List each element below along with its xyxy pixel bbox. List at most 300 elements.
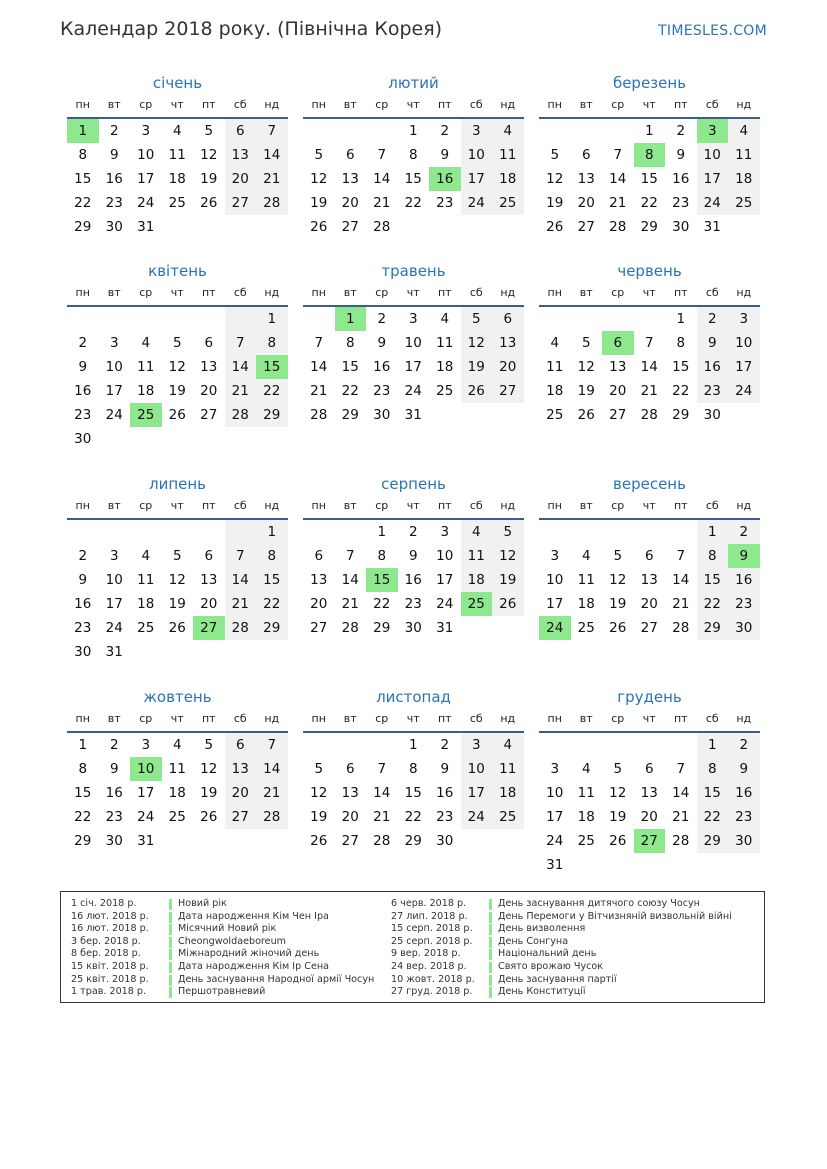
day-cell: 28 xyxy=(256,191,288,215)
site-brand-link[interactable]: TIMESLES.COM xyxy=(658,23,767,39)
day-cell: 5 xyxy=(204,737,214,753)
day-cell: 17 xyxy=(436,572,454,588)
day-cell: 8 xyxy=(676,335,686,351)
day-cell: 22 xyxy=(697,592,729,616)
weekday-label: пт xyxy=(673,712,688,725)
weekday-label: чт xyxy=(642,712,656,725)
weekday-label: пн xyxy=(75,98,90,111)
empty-day-cell xyxy=(99,307,131,331)
day-cell: 7 xyxy=(256,733,288,757)
holiday-day-cell: 1 xyxy=(67,119,99,143)
holiday-date: 10 жовт. 2018 р. xyxy=(391,973,475,985)
month-name: липень xyxy=(148,475,207,493)
month-9 xyxy=(539,471,760,640)
weekday-label: пт xyxy=(201,499,216,512)
day-cell: 22 xyxy=(256,592,288,616)
day-cell: 22 xyxy=(404,195,422,211)
day-cell: 30 xyxy=(728,829,760,853)
empty-day-cell xyxy=(67,520,99,544)
day-cell: 11 xyxy=(577,785,595,801)
weekday-label: нд xyxy=(264,712,280,725)
weekday-label: ср xyxy=(611,712,625,725)
empty-day-cell xyxy=(162,427,194,451)
day-cell: 17 xyxy=(728,355,760,379)
day-cell: 12 xyxy=(461,331,493,355)
holiday-marker xyxy=(169,924,172,935)
day-cell: 2 xyxy=(109,123,119,139)
day-cell: 21 xyxy=(341,596,359,612)
day-cell: 14 xyxy=(373,785,391,801)
day-cell: 7 xyxy=(644,335,654,351)
day-cell: 28 xyxy=(609,219,627,235)
empty-day-cell xyxy=(398,215,430,239)
empty-day-cell xyxy=(539,733,571,757)
day-cell: 14 xyxy=(640,359,658,375)
day-cell: 6 xyxy=(225,733,257,757)
day-cell: 29 xyxy=(697,616,729,640)
day-cell: 28 xyxy=(672,833,690,849)
holiday-row xyxy=(71,911,374,924)
empty-day-cell xyxy=(571,119,603,143)
empty-day-cell xyxy=(130,427,162,451)
day-cell: 7 xyxy=(225,544,257,568)
day-cell: 26 xyxy=(577,407,595,423)
day-cell: 8 xyxy=(345,335,355,351)
day-cell: 18 xyxy=(461,568,493,592)
day-cell: 14 xyxy=(672,785,690,801)
empty-day-cell xyxy=(539,119,571,143)
day-grid xyxy=(67,733,288,853)
month-6 xyxy=(539,258,760,427)
day-cell: 21 xyxy=(609,195,627,211)
weekday-label: чт xyxy=(406,712,420,725)
day-cell: 4 xyxy=(492,733,524,757)
day-cell: 10 xyxy=(546,572,564,588)
day-cell: 25 xyxy=(492,191,524,215)
day-cell: 23 xyxy=(373,383,391,399)
day-cell: 25 xyxy=(728,191,760,215)
weekday-label: вт xyxy=(343,98,357,111)
day-cell: 20 xyxy=(640,809,658,825)
holiday-row xyxy=(391,948,732,961)
day-cell: 5 xyxy=(550,147,560,163)
holiday-row xyxy=(391,911,732,924)
empty-day-cell xyxy=(728,403,760,427)
day-cell: 2 xyxy=(440,737,450,753)
day-cell: 17 xyxy=(105,383,123,399)
holiday-name: День заснування дитячого союзу Чосун xyxy=(498,898,700,909)
holiday-row xyxy=(71,948,374,961)
day-cell: 28 xyxy=(341,620,359,636)
day-cell: 3 xyxy=(141,737,151,753)
day-cell: 31 xyxy=(137,219,155,235)
day-grid xyxy=(303,520,524,640)
holiday-name: День заснування партії xyxy=(498,973,617,985)
day-cell: 15 xyxy=(256,568,288,592)
weekday-label: пн xyxy=(547,98,562,111)
empty-day-cell xyxy=(461,829,493,853)
day-cell: 12 xyxy=(310,171,328,187)
day-cell: 27 xyxy=(577,219,595,235)
weekday-label: ср xyxy=(375,499,389,512)
day-cell: 19 xyxy=(168,383,186,399)
day-cell: 7 xyxy=(676,548,686,564)
day-cell: 27 xyxy=(609,407,627,423)
holiday-marker xyxy=(489,987,492,998)
holiday-date: 16 лют. 2018 р. xyxy=(71,910,149,922)
day-cell: 15 xyxy=(672,359,690,375)
holiday-day-cell: 25 xyxy=(130,403,162,427)
day-cell: 5 xyxy=(581,335,591,351)
day-cell: 8 xyxy=(697,757,729,781)
day-cell: 1 xyxy=(697,520,729,544)
holiday-marker xyxy=(169,912,172,923)
month-name: березень xyxy=(612,74,687,92)
weekday-header xyxy=(67,710,288,728)
day-cell: 4 xyxy=(172,123,182,139)
day-cell: 10 xyxy=(461,143,493,167)
weekday-label: пт xyxy=(673,98,688,111)
holiday-name: Свято врожаю Чусок xyxy=(498,960,604,972)
day-cell: 12 xyxy=(609,785,627,801)
day-cell: 11 xyxy=(492,757,524,781)
weekday-label: пн xyxy=(311,499,326,512)
day-cell: 6 xyxy=(225,119,257,143)
day-cell: 24 xyxy=(546,833,564,849)
day-cell: 22 xyxy=(404,809,422,825)
weekday-label: пт xyxy=(673,286,688,299)
day-cell: 10 xyxy=(728,331,760,355)
day-cell: 12 xyxy=(200,147,218,163)
day-grid xyxy=(539,520,760,640)
weekday-header xyxy=(303,96,524,114)
day-cell: 27 xyxy=(341,833,359,849)
weekday-header xyxy=(303,497,524,515)
holiday-row xyxy=(71,898,374,911)
holiday-day-cell: 8 xyxy=(634,143,666,167)
holiday-row xyxy=(391,986,732,999)
holiday-date: 9 вер. 2018 р. xyxy=(391,948,461,960)
day-cell: 30 xyxy=(728,616,760,640)
day-cell: 11 xyxy=(728,143,760,167)
weekday-label: вт xyxy=(343,712,357,725)
empty-day-cell xyxy=(193,215,225,239)
holiday-name: Дата народження Кім Чен Іра xyxy=(178,910,329,922)
day-cell: 10 xyxy=(436,548,454,564)
empty-day-cell xyxy=(99,520,131,544)
month-name: травень xyxy=(381,262,446,280)
holiday-row xyxy=(71,961,374,974)
weekday-label: сб xyxy=(469,712,483,725)
day-cell: 21 xyxy=(225,379,257,403)
weekday-label: ср xyxy=(611,286,625,299)
day-cell: 21 xyxy=(640,383,658,399)
empty-day-cell xyxy=(492,616,524,640)
empty-day-cell xyxy=(162,307,194,331)
weekday-label: сб xyxy=(705,499,719,512)
month-name: листопад xyxy=(376,688,451,706)
day-cell: 24 xyxy=(697,191,729,215)
month-12 xyxy=(539,684,760,877)
holiday-marker xyxy=(489,912,492,923)
day-cell: 9 xyxy=(377,335,387,351)
holiday-name: Міжнародний жіночий день xyxy=(178,948,320,960)
weekday-label: нд xyxy=(264,98,280,111)
day-cell: 18 xyxy=(492,167,524,191)
day-cell: 9 xyxy=(440,761,450,777)
day-cell: 31 xyxy=(137,833,155,849)
holiday-date: 25 квіт. 2018 р. xyxy=(71,973,149,985)
holiday-marker xyxy=(169,975,172,986)
weekday-label: вт xyxy=(579,286,593,299)
weekday-label: пт xyxy=(437,712,452,725)
day-cell: 24 xyxy=(105,407,123,423)
day-cell: 13 xyxy=(225,143,257,167)
empty-day-cell xyxy=(492,403,524,427)
day-cell: 11 xyxy=(546,359,564,375)
day-cell: 14 xyxy=(256,143,288,167)
empty-day-cell xyxy=(571,520,603,544)
day-cell: 19 xyxy=(200,785,218,801)
day-cell: 24 xyxy=(728,379,760,403)
day-cell: 27 xyxy=(640,620,658,636)
empty-day-cell xyxy=(634,853,666,877)
day-cell: 19 xyxy=(546,195,564,211)
empty-day-cell xyxy=(303,307,335,331)
weekday-label: чт xyxy=(170,286,184,299)
day-cell: 30 xyxy=(74,644,92,660)
empty-day-cell xyxy=(602,520,634,544)
day-cell: 21 xyxy=(672,809,690,825)
weekday-label: вт xyxy=(107,712,121,725)
empty-day-cell xyxy=(571,853,603,877)
empty-day-cell xyxy=(634,307,666,331)
empty-day-cell xyxy=(366,119,398,143)
holiday-day-cell: 6 xyxy=(602,331,634,355)
day-cell: 29 xyxy=(640,219,658,235)
day-cell: 22 xyxy=(74,809,92,825)
day-cell: 13 xyxy=(640,572,658,588)
day-cell: 19 xyxy=(609,596,627,612)
day-cell: 13 xyxy=(225,757,257,781)
day-cell: 2 xyxy=(728,733,760,757)
day-cell: 31 xyxy=(404,407,422,423)
day-cell: 6 xyxy=(581,147,591,163)
day-grid xyxy=(539,733,760,877)
day-cell: 22 xyxy=(256,379,288,403)
empty-day-cell xyxy=(193,640,225,664)
weekday-header xyxy=(303,284,524,302)
empty-day-cell xyxy=(256,829,288,853)
day-cell: 31 xyxy=(703,219,721,235)
holiday-row xyxy=(391,898,732,911)
empty-day-cell xyxy=(130,520,162,544)
weekday-label: нд xyxy=(736,98,752,111)
empty-day-cell xyxy=(335,119,367,143)
weekday-label: нд xyxy=(264,499,280,512)
weekday-label: ср xyxy=(139,499,153,512)
day-cell: 27 xyxy=(200,407,218,423)
empty-day-cell xyxy=(492,215,524,239)
day-cell: 4 xyxy=(141,335,151,351)
day-cell: 2 xyxy=(408,524,418,540)
day-cell: 16 xyxy=(697,355,729,379)
weekday-label: нд xyxy=(736,499,752,512)
holiday-date: 24 вер. 2018 р. xyxy=(391,960,467,972)
empty-day-cell xyxy=(461,215,493,239)
holiday-name: Дата народження Кім Ір Сена xyxy=(178,960,330,972)
day-cell: 30 xyxy=(672,219,690,235)
weekday-label: нд xyxy=(500,286,516,299)
empty-day-cell xyxy=(429,403,461,427)
holiday-name: Першотравневий xyxy=(178,986,266,998)
empty-day-cell xyxy=(130,307,162,331)
holiday-row xyxy=(391,961,732,974)
day-cell: 19 xyxy=(492,568,524,592)
empty-day-cell xyxy=(335,520,367,544)
weekday-label: пн xyxy=(547,499,562,512)
day-cell: 23 xyxy=(105,195,123,211)
day-cell: 29 xyxy=(672,407,690,423)
day-cell: 6 xyxy=(204,548,214,564)
day-cell: 22 xyxy=(640,195,658,211)
day-cell: 20 xyxy=(225,167,257,191)
day-cell: 23 xyxy=(436,195,454,211)
month-name: січень xyxy=(152,74,203,92)
day-cell: 12 xyxy=(168,359,186,375)
weekday-label: чт xyxy=(406,286,420,299)
day-cell: 28 xyxy=(373,833,391,849)
day-cell: 16 xyxy=(728,781,760,805)
holiday-name: Новий рік xyxy=(178,898,227,909)
day-cell: 24 xyxy=(461,191,493,215)
empty-day-cell xyxy=(225,520,257,544)
day-grid xyxy=(303,307,524,427)
day-cell: 13 xyxy=(341,171,359,187)
weekday-label: чт xyxy=(642,98,656,111)
weekday-label: пн xyxy=(75,499,90,512)
day-cell: 11 xyxy=(168,761,186,777)
weekday-label: вт xyxy=(343,286,357,299)
day-cell: 5 xyxy=(461,307,493,331)
day-cell: 20 xyxy=(341,195,359,211)
day-cell: 19 xyxy=(609,809,627,825)
weekday-label: чт xyxy=(642,499,656,512)
day-cell: 4 xyxy=(440,311,450,327)
month-name: лютий xyxy=(388,74,439,92)
day-cell: 17 xyxy=(461,781,493,805)
day-cell: 16 xyxy=(105,785,123,801)
day-cell: 22 xyxy=(74,195,92,211)
month-name: червень xyxy=(617,262,682,280)
day-cell: 27 xyxy=(225,805,257,829)
day-cell: 12 xyxy=(200,761,218,777)
weekday-label: вт xyxy=(107,499,121,512)
holiday-day-cell: 3 xyxy=(697,119,729,143)
weekday-header xyxy=(67,497,288,515)
weekday-label: чт xyxy=(642,286,656,299)
empty-day-cell xyxy=(492,829,524,853)
day-cell: 20 xyxy=(640,596,658,612)
day-cell: 15 xyxy=(404,171,422,187)
day-cell: 28 xyxy=(225,616,257,640)
day-cell: 6 xyxy=(204,335,214,351)
day-cell: 6 xyxy=(345,147,355,163)
day-cell: 4 xyxy=(172,737,182,753)
day-cell: 25 xyxy=(577,833,595,849)
day-cell: 24 xyxy=(404,383,422,399)
empty-day-cell xyxy=(193,520,225,544)
holiday-day-cell: 27 xyxy=(193,616,225,640)
day-cell: 1 xyxy=(697,733,729,757)
day-cell: 8 xyxy=(78,761,88,777)
day-cell: 2 xyxy=(676,123,686,139)
day-cell: 11 xyxy=(137,572,155,588)
holiday-marker xyxy=(489,975,492,986)
day-cell: 27 xyxy=(341,219,359,235)
day-cell: 2 xyxy=(697,307,729,331)
empty-day-cell xyxy=(162,640,194,664)
holiday-name: Cheongwoldaeboreum xyxy=(178,935,286,947)
day-cell: 13 xyxy=(640,785,658,801)
day-cell: 19 xyxy=(310,809,328,825)
day-cell: 23 xyxy=(74,407,92,423)
day-cell: 8 xyxy=(256,331,288,355)
day-cell: 24 xyxy=(105,620,123,636)
day-cell: 4 xyxy=(550,335,560,351)
day-cell: 26 xyxy=(461,379,493,403)
day-cell: 7 xyxy=(676,761,686,777)
weekday-label: пт xyxy=(437,286,452,299)
day-grid xyxy=(539,307,760,427)
day-cell: 18 xyxy=(577,809,595,825)
day-cell: 6 xyxy=(644,548,654,564)
day-cell: 3 xyxy=(109,548,119,564)
day-cell: 5 xyxy=(172,335,182,351)
empty-day-cell xyxy=(539,307,571,331)
holiday-list xyxy=(60,891,765,1003)
day-cell: 6 xyxy=(492,307,524,331)
day-cell: 28 xyxy=(310,407,328,423)
weekday-label: сб xyxy=(469,98,483,111)
day-cell: 14 xyxy=(310,359,328,375)
day-cell: 5 xyxy=(204,123,214,139)
weekday-header xyxy=(539,284,760,302)
day-cell: 2 xyxy=(109,737,119,753)
day-cell: 6 xyxy=(345,761,355,777)
day-cell: 18 xyxy=(137,596,155,612)
day-cell: 25 xyxy=(546,407,564,423)
empty-day-cell xyxy=(99,427,131,451)
day-cell: 25 xyxy=(436,383,454,399)
day-cell: 8 xyxy=(408,147,418,163)
holiday-date: 25 серп. 2018 р. xyxy=(391,935,473,947)
day-cell: 7 xyxy=(377,147,387,163)
day-cell: 22 xyxy=(697,805,729,829)
day-cell: 16 xyxy=(373,359,391,375)
day-cell: 9 xyxy=(676,147,686,163)
day-cell: 11 xyxy=(168,147,186,163)
empty-day-cell xyxy=(728,853,760,877)
holiday-name: День заснування Народної армії Чосун xyxy=(178,973,375,985)
empty-day-cell xyxy=(665,853,697,877)
weekday-label: пн xyxy=(311,286,326,299)
day-grid xyxy=(67,119,288,239)
day-cell: 28 xyxy=(672,620,690,636)
day-cell: 31 xyxy=(105,644,123,660)
day-grid xyxy=(539,119,760,239)
empty-day-cell xyxy=(256,427,288,451)
